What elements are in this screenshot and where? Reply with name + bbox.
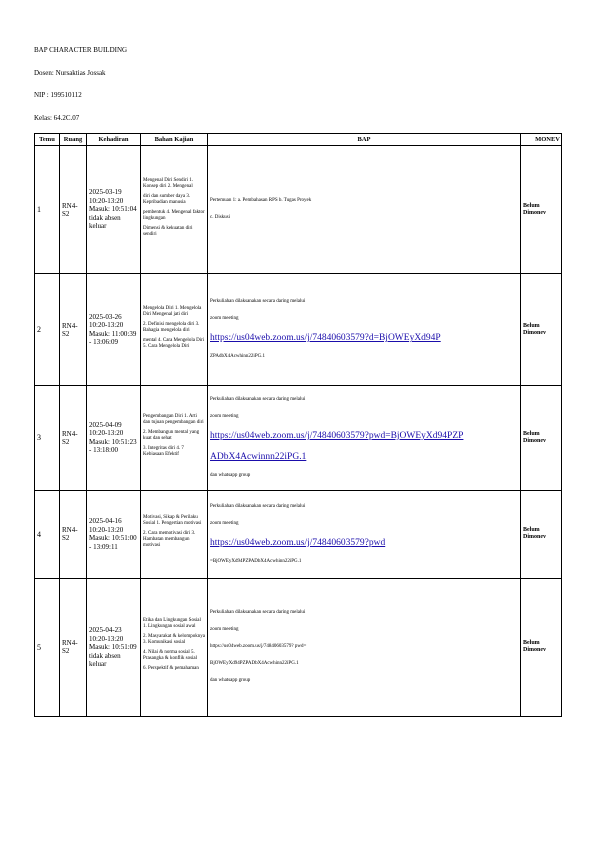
meeting-number: 5: [37, 642, 41, 652]
monev-cell: [521, 578, 562, 716]
monev-cell: [521, 386, 562, 490]
monev-status: Belum Dimonev: [523, 527, 546, 541]
attendance-text: 2025-03-26 10:20-13:20 Masuk: 11:00:39 - 13:06:09: [89, 312, 137, 347]
material-line: 2. Cara memotivasi diri 3. Hambatan membangun motivasi: [143, 531, 196, 549]
material-line: Mengenal Diri Sendiri 1. Konsep diri 2. Mengenal: [143, 177, 193, 189]
bap-line: Perkuliahan dilaksanakan secara daring melalui: [210, 503, 306, 509]
meeting-link[interactable]: https://us04web.zoom.us/j/74840603579?pwd=BjOWEyXd94PZP: [210, 430, 464, 441]
table-row: [35, 274, 562, 386]
attendance-text: 2025-04-09 10:20-13:20 Masuk: 10:51:23 - 13:18:00: [89, 420, 137, 455]
meeting-number-cell: [35, 386, 60, 490]
attendance-cell: [87, 274, 141, 386]
table-row: [35, 578, 562, 716]
room-code: RN4-S2: [62, 639, 78, 656]
room-cell: [60, 490, 87, 578]
material-cell: [141, 146, 208, 274]
material-line: 4. Nilai & norma sosial 5. Prasangka & konflik sosial: [143, 650, 198, 662]
monev-cell: [521, 490, 562, 578]
bap-line: BjOWEyXd94PZPADbX4Acwhinn22iPG.1: [210, 661, 299, 667]
bap-cell: [208, 490, 521, 578]
attendance-cell: [87, 146, 141, 274]
lecturer-nip: NIP : 199510112: [34, 91, 82, 99]
material-cell: [141, 274, 208, 386]
class-code: Kelas: 64.2C.07: [34, 114, 80, 122]
bap-line: Perkuliahan dilaksanakan secara daring melalui: [210, 299, 306, 305]
room-cell: [60, 146, 87, 274]
material-line: pembentuk 4. Mengenal faktor lingkungan: [143, 209, 205, 221]
meeting-number-cell: [35, 490, 60, 578]
material-cell: [141, 578, 208, 716]
attendance-text: 2025-04-16 10:20-13:20 Masuk: 10:51:00 - 13:09:11: [89, 517, 137, 551]
material-line: 6. Perspektif & pemahaman: [143, 666, 199, 672]
bap-cell: [208, 274, 521, 386]
room-cell: [60, 386, 87, 490]
attendance-cell: [87, 386, 141, 490]
bap-line: Perkuliahan dilaksanakan secara daring melalui: [210, 396, 306, 402]
room-code: RN4-S2: [62, 429, 78, 446]
meeting-link[interactable]: https://us04web.zoom.us/j/74840603579?d=BjOWEyXd94P: [210, 333, 441, 344]
bap-cell: [208, 146, 521, 274]
meeting-number-cell: [35, 146, 60, 274]
bap-line: dan whatsapp group: [210, 472, 251, 478]
attendance-cell: [87, 490, 141, 578]
room-code: RN4-S2: [62, 201, 78, 218]
material-line: Motivasi, Sikap & Perilaku Sosial 1. Pengertian motivasi: [143, 515, 202, 527]
monev-status: Belum Dimonev: [523, 430, 546, 444]
room-code: RN4-S2: [62, 526, 78, 543]
monev-cell: [521, 146, 562, 274]
material-cell: [141, 490, 208, 578]
material-line: diri dan sumber daya 3. Kepribadian manusia: [143, 193, 191, 205]
table-row: [35, 146, 562, 274]
monev-cell: [521, 274, 562, 386]
monev-status: Belum Dimonev: [523, 640, 546, 654]
table-row: [35, 490, 562, 578]
bap-cell: [208, 578, 521, 716]
meeting-number: 2: [37, 325, 41, 335]
material-cell: [141, 386, 208, 490]
meeting-link[interactable]: https://us04web.zoom.us/j/74840603579? pwd=: [210, 644, 307, 650]
bap-line: c. Diskusi: [210, 215, 230, 221]
meeting-number-cell: [35, 578, 60, 716]
bap-line: Pertemuan 1: a. Pembahasan RPS b. Tugas Proyek: [210, 198, 312, 204]
meeting-link-continued[interactable]: ADbX4Acwinnn22iPG.1: [210, 451, 307, 462]
material-line: 2. Masyarakat & kelompoknya 3. Komunikasi sosial: [143, 634, 205, 646]
bap-line: ZPAdbX4Acwhinn22iPG.1: [210, 354, 265, 360]
material-line: Mengelola Diri 1. Mengelola Diri Mengenal jati diri: [143, 305, 202, 317]
bap-line: dan whatsapp group: [210, 678, 251, 684]
bap-line: Perkuliahan dilaksanakan secara daring melalui: [210, 610, 306, 616]
attendance-text: 2025-04-23 10:20-13:20 Masuk: 10:51:09 tidak absen keluar: [89, 626, 137, 669]
material-line: mental 4. Cara Mengelola Diri 5. Cara Mengelola Diri: [143, 337, 205, 349]
meeting-link[interactable]: https://us04web.zoom.us/j/74840603579?pwd: [210, 537, 386, 548]
room-code: RN4-S2: [62, 321, 78, 338]
material-line: 3. Integritas diri 4. 7 Kebiasaan Efektif: [143, 445, 184, 457]
column-header-temu: Temu: [35, 134, 60, 146]
room-cell: [60, 274, 87, 386]
bap-line: zoom meeting: [210, 413, 239, 419]
document-title: BAP CHARACTER BUILDING: [34, 46, 128, 54]
attendance-cell: [87, 578, 141, 716]
table-header-row: [35, 134, 562, 146]
material-line: 2. Membangun mental yang kuat dan sehat: [143, 429, 200, 441]
table-row: [35, 386, 562, 490]
bap-line: zoom meeting: [210, 520, 239, 526]
bap-table: [34, 133, 562, 717]
material-line: Etika dan Lingkungan Sosial 1. Lingkungan sosial awal: [143, 618, 201, 630]
column-header-ruang: Ruang: [60, 134, 87, 146]
room-cell: [60, 578, 87, 716]
bap-line: zoom meeting: [210, 316, 239, 322]
attendance-text: 2025-03-19 10:20-13:20 Masuk: 10:51:04 tidak absen keluar: [89, 188, 137, 231]
column-header-bahan-kajian: Bahan Kajian: [141, 134, 208, 146]
monev-status: Belum Dimonev: [523, 322, 546, 336]
column-header-kehadiran: Kehadiran: [87, 134, 141, 146]
material-line: 2. Definisi mengelola diri 3. Bahagia mengelola diri: [143, 321, 200, 333]
material-line: Dimensi & kekuatan diri sendiri: [143, 225, 193, 237]
column-header-bap: BAP: [208, 134, 521, 146]
meeting-number: 4: [37, 529, 41, 539]
bap-line: =BjOWEyXd94PZPADbX4Acwhinn22iPG.1: [210, 558, 302, 564]
meeting-number-cell: [35, 274, 60, 386]
lecturer-name: Dosen: Nursaktias Jossak: [34, 69, 106, 77]
bap-line: zoom meeting: [210, 627, 239, 633]
column-header-monev: MONEV: [521, 134, 562, 146]
material-line: Pengembangan Diri 1. Arti dan tujuan pengembangan diri: [143, 413, 204, 425]
meeting-number: 1: [37, 205, 41, 215]
meeting-number: 3: [37, 433, 41, 443]
bap-cell: [208, 386, 521, 490]
monev-status: Belum Dimonev: [523, 202, 546, 216]
